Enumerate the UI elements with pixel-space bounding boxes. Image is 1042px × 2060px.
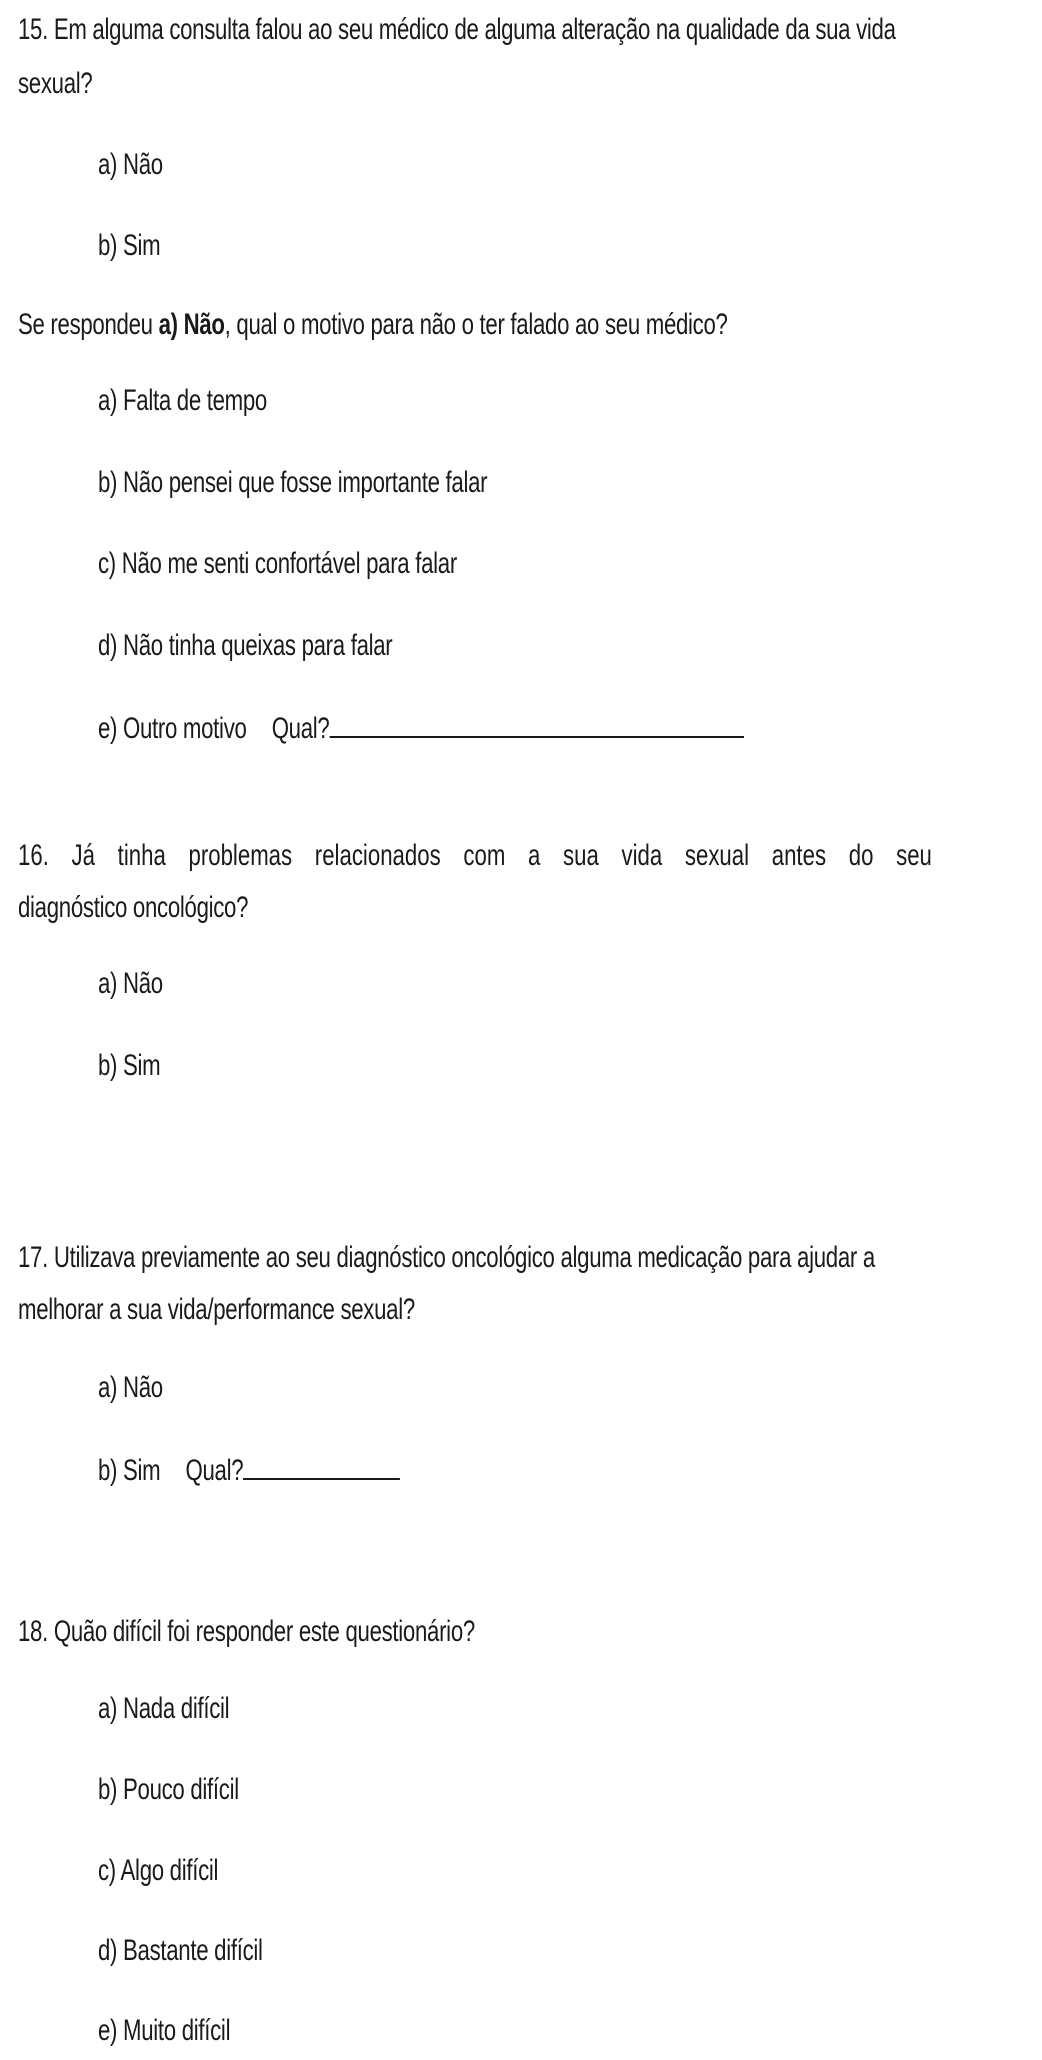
q15-reason-a[interactable]: a) Falta de tempo (98, 384, 267, 417)
q18-option-a[interactable]: a) Nada difícil (98, 1692, 230, 1725)
q15-other-which: Qual? (271, 712, 330, 745)
q15-option-b[interactable]: b) Sim (98, 229, 161, 262)
q15-reason-e[interactable] (98, 708, 744, 747)
q18-option-d[interactable]: d) Bastante difícil (98, 1934, 263, 1967)
question-16-text-cont: diagnóstico oncológico? (18, 891, 249, 924)
q15-other-blank-line[interactable] (329, 708, 743, 738)
question-16-line1: 16. Já tinha problemas relacionados com a sua vida sexual antes do seu (18, 839, 932, 872)
q17-option-a[interactable]: a) Não (98, 1371, 163, 1404)
question-17-text: 17. Utilizava previamente ao seu diagnóstico oncológico alguma medicação para ajudar a (18, 1241, 875, 1274)
q15-other-label: e) Outro motivo (98, 712, 247, 745)
question-16-text (18, 838, 932, 874)
question-18-text: 18. Quão difícil foi responder este questionário? (18, 1615, 475, 1648)
q15-reason-d[interactable]: d) Não tinha queixas para falar (98, 629, 393, 662)
question-17-text-cont: melhorar a sua vida/performance sexual? (18, 1293, 415, 1326)
q17-which-blank-line[interactable] (243, 1450, 400, 1480)
q17-yes-which: Qual? (185, 1454, 244, 1487)
q16-option-a[interactable]: a) Não (98, 967, 163, 1000)
q18-option-e[interactable]: e) Muito difícil (98, 2014, 231, 2047)
q15-followup-question (18, 307, 728, 343)
q15-followup-bold: a) Não (158, 308, 225, 341)
q15-followup-suffix: , qual o motivo para não o ter falado ao seu médico? (224, 308, 728, 341)
q15-option-a[interactable]: a) Não (98, 148, 163, 181)
q15-followup-prefix: Se respondeu (18, 308, 159, 341)
q18-option-c[interactable]: c) Algo difícil (98, 1854, 219, 1887)
question-15-text-cont: sexual? (18, 67, 93, 100)
q18-option-b[interactable]: b) Pouco difícil (98, 1773, 239, 1806)
q16-option-b[interactable]: b) Sim (98, 1049, 161, 1082)
q15-reason-b[interactable]: b) Não pensei que fosse importante falar (98, 466, 488, 499)
q15-reason-c[interactable]: c) Não me senti confortável para falar (98, 547, 457, 580)
q17-yes-label: b) Sim (98, 1454, 161, 1487)
question-15-text: 15. Em alguma consulta falou ao seu médico de alguma alteração na qualidade da sua vida (18, 13, 896, 46)
q17-option-b[interactable] (98, 1450, 400, 1489)
